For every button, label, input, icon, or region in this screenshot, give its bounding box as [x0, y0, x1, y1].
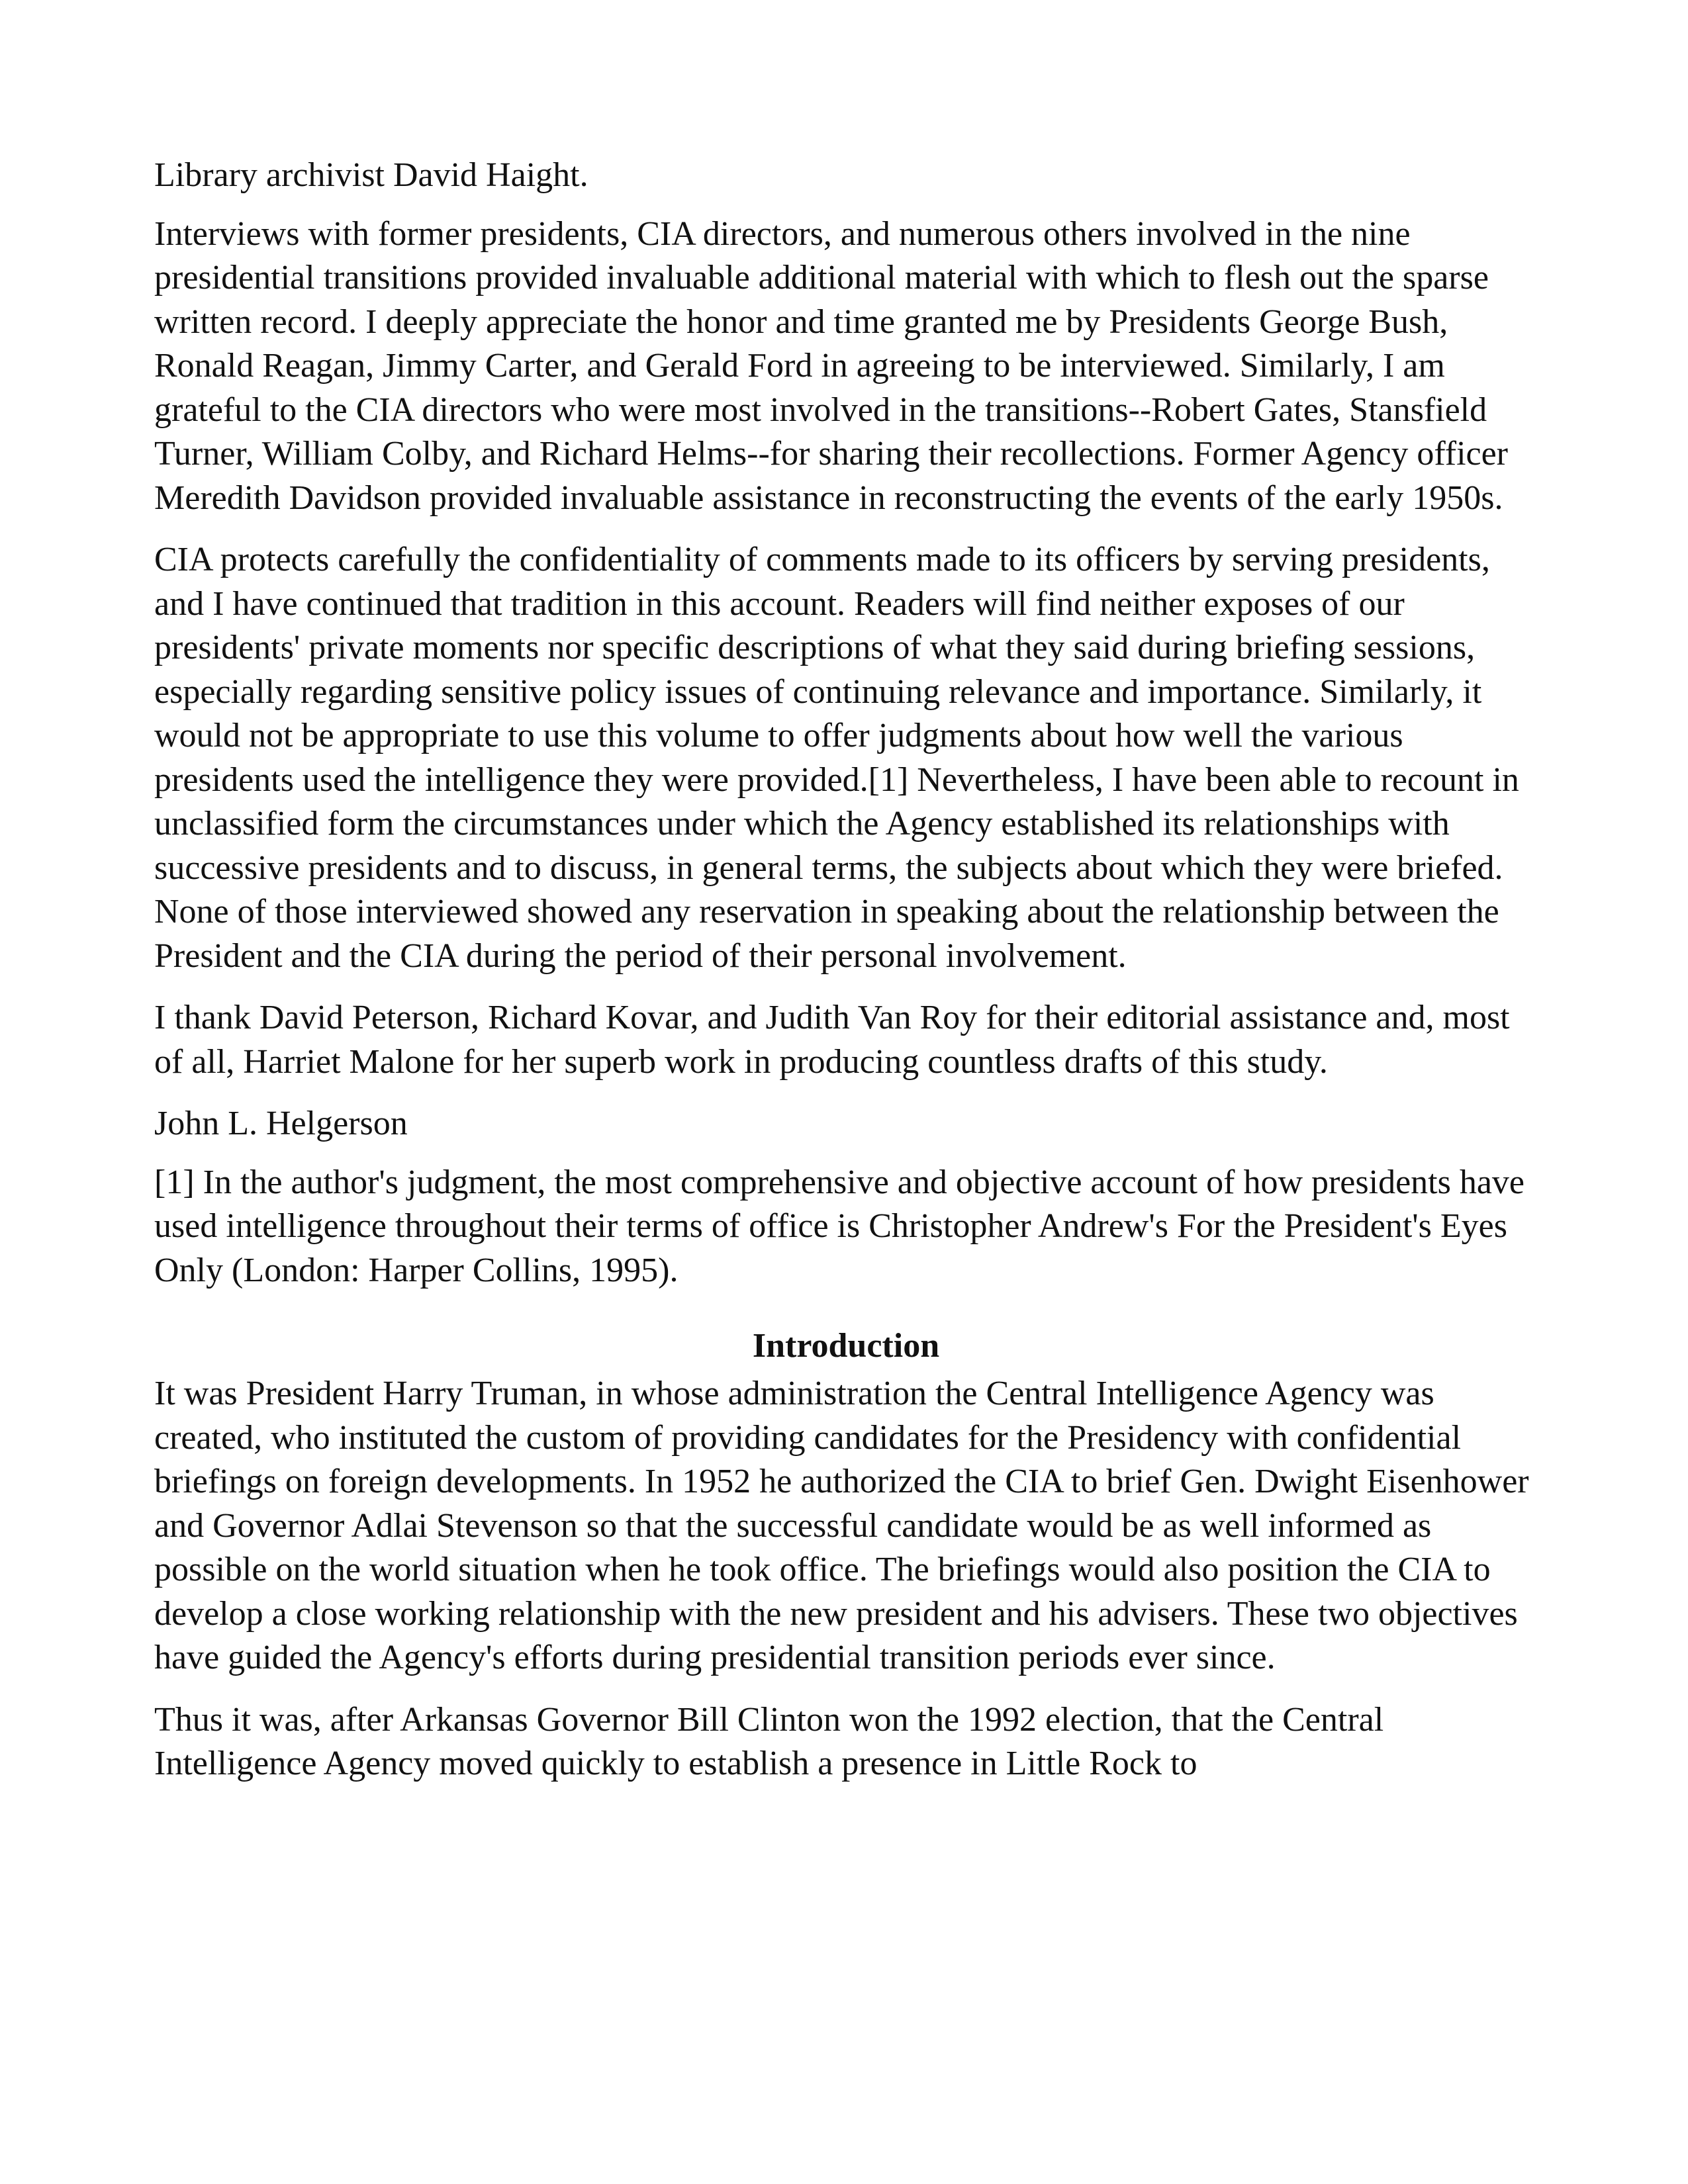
- paragraph-confidentiality: CIA protects carefully the confidentiality of comments made to its officers by serving presidents, and I have continued that tradition in this account. Readers will find neither exposes of our presidents' private moments nor specific descriptions of what they said during briefing sessions, especially regarding sensitive policy issues of continuing relevance and importance. Similarly, it would not be appropriate to use this volume to offer judgments about how well the various presidents used the intelligence they were provided.[1] Nevertheless, I have been able to recount in unclassified form the circumstances under which the Agency established its relationships with successive presidents and to discuss, in general terms, the subjects about which they were briefed. None of those interviewed showed any reservation in speaking about the relationship between the President and the CIA during the period of their personal involvement.: [154, 541, 1519, 975]
- introduction-paragraph-1: It was President Harry Truman, in whose administration the Central Intelligence Agency was created, who instituted the custom of providing candidates for the Presidency with confidential briefings on foreign developments. In 1952 he authorized the CIA to brief Gen. Dwight Eisenhower and Governor Adlai Stevenson so that the successful candidate would be as well informed as possible on the world situation when he took office. The briefings would also position the CIA to develop a close working relationship with the new president and his advisers. These two objectives have guided the Agency's efforts during presidential transition periods ever since.: [154, 1375, 1529, 1676]
- author-signature: John L. Helgerson: [154, 1105, 408, 1142]
- footnote-1: [1] In the author's judgment, the most comprehensive and objective account of how presidents have used intelligence throughout their terms of office is Christopher Andrew's For the President's Eyes Only (London: Harper Collins, 1995).: [154, 1163, 1524, 1289]
- paragraph-archivist: Library archivist David Haight.: [154, 156, 588, 194]
- introduction-paragraph-2: Thus it was, after Arkansas Governor Bill Clinton won the 1992 election, that the Central Intelligence Agency moved quickly to establish a presence in Little Rock to: [154, 1700, 1384, 1782]
- paragraph-acknowledgments: I thank David Peterson, Richard Kovar, and Judith Van Roy for their editorial assistance and, most of all, Harriet Malone for her superb work in producing countless drafts of this study.: [154, 999, 1510, 1081]
- introduction-heading: Introduction: [752, 1327, 940, 1365]
- paragraph-interviews: Interviews with former presidents, CIA directors, and numerous others involved in the nine presidential transitions provided invaluable additional material with which to flesh out the sparse written record. I deeply appreciate the honor and time granted me by Presidents George Bush, Ronald Reagan, Jimmy Carter, and Gerald Ford in agreeing to be interviewed. Similarly, I am grateful to the CIA directors who were most involved in the transitions--Robert Gates, Stansfield Turner, William Colby, and Richard Helms--for sharing their recollections. Former Agency officer Meredith Davidson provided invaluable assistance in reconstructing the events of the early 1950s.: [154, 214, 1508, 517]
- page-content: [154, 154, 1538, 1804]
